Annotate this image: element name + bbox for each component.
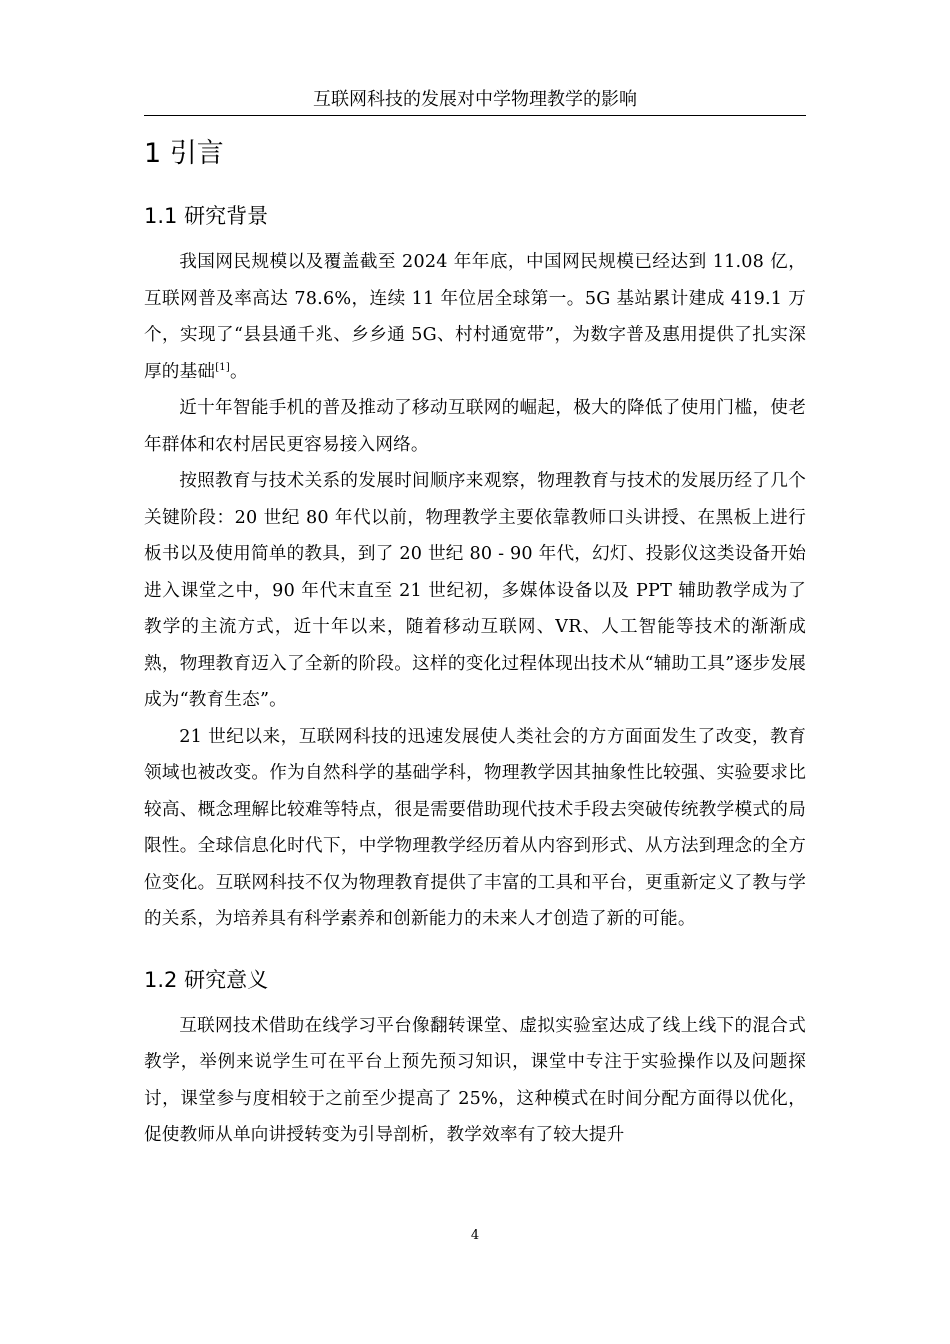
page-body [144,130,806,1154]
chapter-title: 1 引言 [144,138,224,169]
paragraph: 互联网技术借助在线学习平台像翻转课堂、虚拟实验室达成了线上线下的混合式教学，举例来说学生可在平台上预先预习知识，课堂中专注于实验操作以及问题探讨，课堂参与度相较于之前至少提高了 25%，这种模式在时间分配方面得以优化，促使教师从单向讲授转变为引导剖析，教学效率有了较大提升 [144,1015,806,1145]
citation-marker[interactable]: [1] [215,361,230,373]
section-heading-background: 1.1 研究背景 [144,204,269,228]
paragraph: 21 世纪以来，互联网科技的迅速发展使人类社会的方方面面发生了改变，教育领域也被改变。作为自然科学的基础学科，物理教学因其抽象性比较强、实验要求比较高、概念理解比较难等特点，很是需要借助现代技术手段去突破传统教学模式的局限性。全球信息化时代下，中学物理教学经历着从内容到形式、从方法到理念的全方位变化。互联网科技不仅为物理教育提供了丰富的工具和平台，更重新定义了教与学的关系，为培养具有科学素养和创新能力的未来人才创造了新的可能。 [144,726,806,929]
paragraph [144,244,806,390]
section-heading-significance: 1.2 研究意义 [144,967,269,992]
paragraph-tail: 。 [229,361,248,382]
paragraph: 按照教育与技术关系的发展时间顺序来观察，物理教育与技术的发展历经了几个关键阶段：20 世纪 80 年代以前，物理教学主要依靠教师口头讲授、在黑板上进行板书以及使用简单的教具，到了 20 世纪 80 - 90 年代，幻灯、投影仪这类设备开始进入课堂之中，90 年代末直至 21 世纪初，多媒体设备以及 PPT 辅助教学成为了教学的主流方式，近十年以来，随着移动互联网、VR、人工智能等技术的渐渐成熟，物理教育迈入了全新的阶段。这样的变化过程体现出技术从“辅助工具”逐步发展成为“教育生态”。 [144,471,806,710]
running-header: 互联网科技的发展对中学物理教学的影响 [144,88,806,116]
page-number: 4 [470,1228,480,1243]
paragraph-text: 我国网民规模以及覆盖截至 2024 年年底，中国网民规模已经达到 11.08 亿，互联网普及率高达 78.6%，连续 11 年位居全球第一。5G 基站累计建成 419.1 万个，实现了“县县通千兆、乡乡通 5G、村村通宽带”，为数字普及惠用提供了扎实深厚的基础 [144,252,806,382]
paragraph: 近十年智能手机的普及推动了移动互联网的崛起，极大的降低了使用门槛，使老年群体和农村居民更容易接入网络。 [144,398,806,455]
